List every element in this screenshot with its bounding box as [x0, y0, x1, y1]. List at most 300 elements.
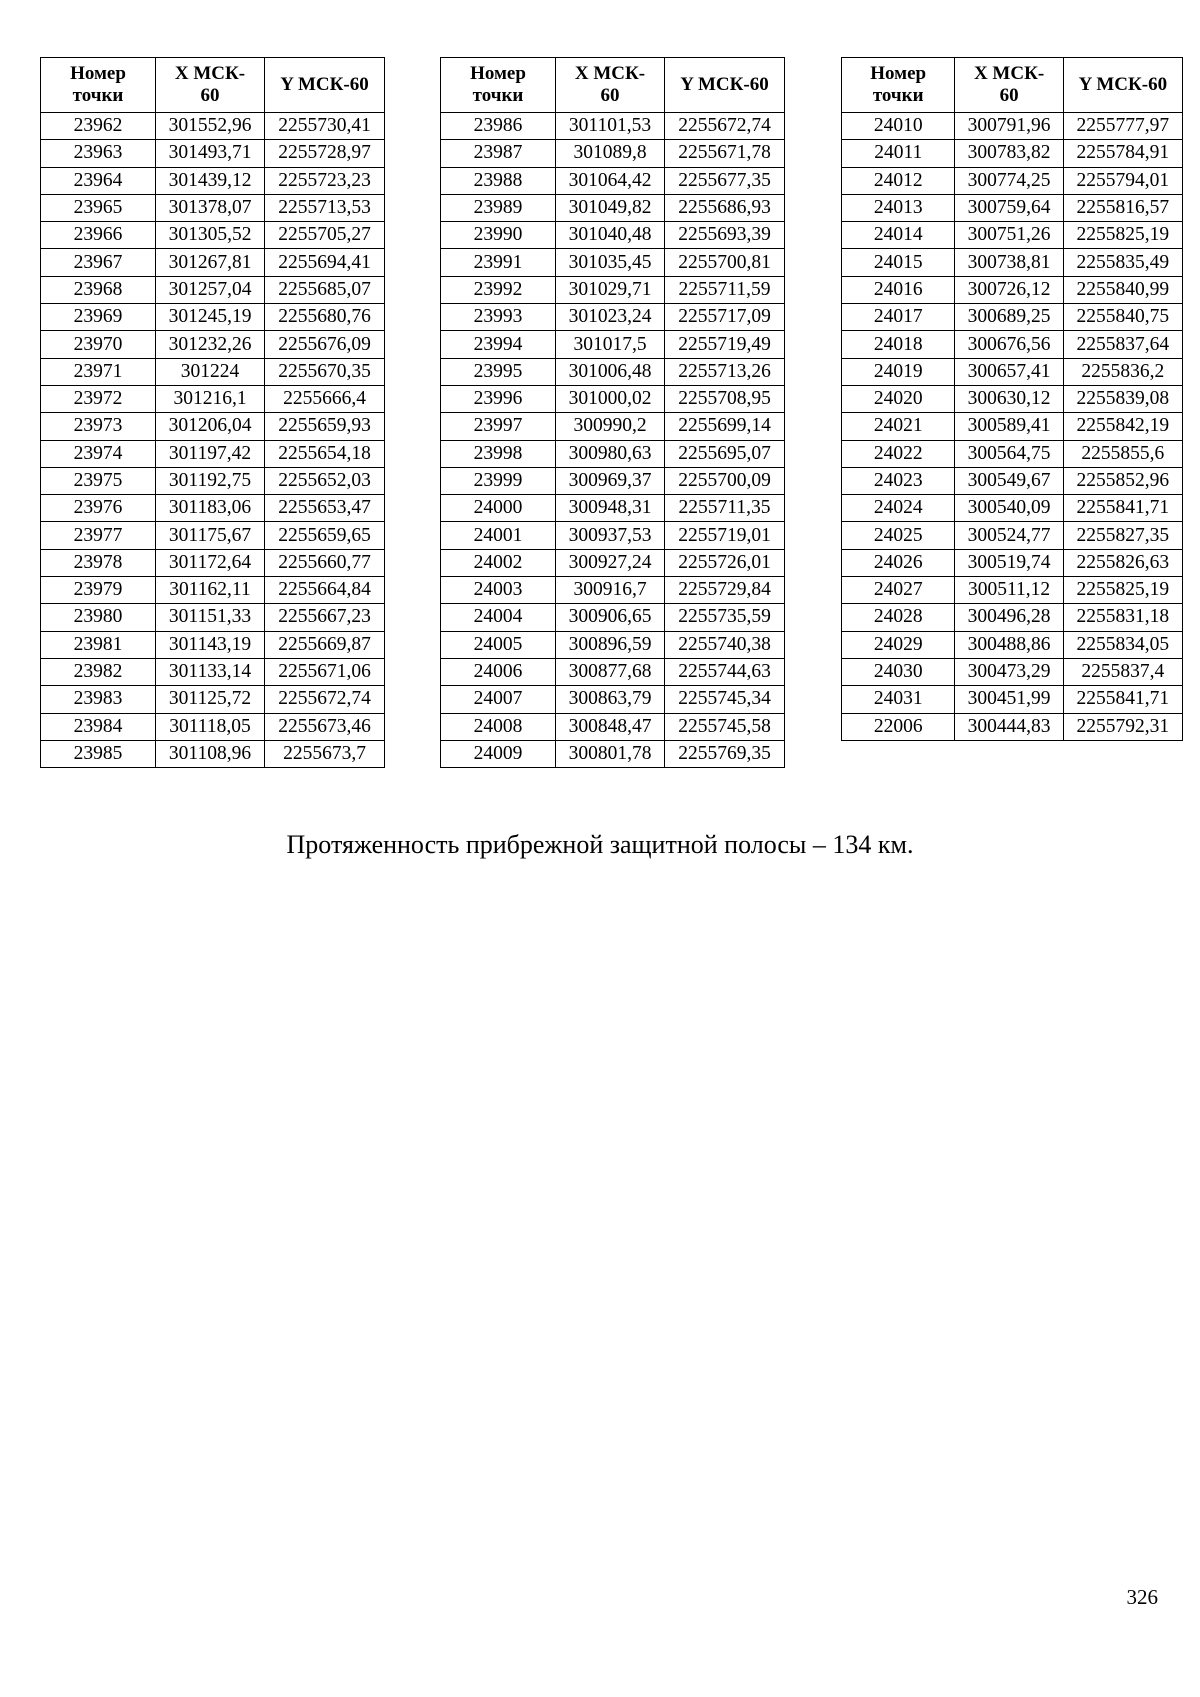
table-row: [41, 304, 385, 331]
point-number-cell: 24020: [842, 385, 955, 412]
x-coordinate-cell: 300980,63: [556, 440, 665, 467]
point-number-cell: 24019: [842, 358, 955, 385]
table-row: [441, 304, 785, 331]
x-msk60-header: X МСК- 60: [955, 58, 1063, 113]
point-number-cell: 23976: [41, 495, 156, 522]
y-coordinate-cell: 2255837,64: [1063, 331, 1182, 358]
x-coordinate-cell: 300751,26: [955, 222, 1063, 249]
point-number-cell: 23983: [41, 686, 156, 713]
table-row: [41, 440, 385, 467]
point-number-cell: 23977: [41, 522, 156, 549]
y-coordinate-cell: 2255837,4: [1063, 658, 1182, 685]
y-coordinate-cell: 2255777,97: [1063, 113, 1182, 140]
table-row: [41, 358, 385, 385]
x-coordinate-cell: 300774,25: [955, 167, 1063, 194]
table-row: [441, 385, 785, 412]
x-coordinate-cell: 300801,78: [556, 740, 665, 767]
y-coordinate-cell: 2255735,59: [665, 604, 785, 631]
y-coordinate-cell: 2255693,39: [665, 222, 785, 249]
x-coordinate-cell: 301023,24: [556, 304, 665, 331]
table-row: [41, 249, 385, 276]
x-coordinate-cell: 300511,12: [955, 577, 1063, 604]
y-coordinate-cell: 2255841,71: [1063, 686, 1182, 713]
x-coordinate-cell: 300937,53: [556, 522, 665, 549]
y-coordinate-cell: 2255699,14: [665, 413, 785, 440]
table-row: [441, 495, 785, 522]
table-row: [441, 658, 785, 685]
table-row: [41, 549, 385, 576]
x-coordinate-cell: 301064,42: [556, 167, 665, 194]
x-coordinate-cell: 300496,28: [955, 604, 1063, 631]
table-row: [842, 495, 1183, 522]
point-number-cell: 23990: [441, 222, 556, 249]
y-coordinate-cell: 2255708,95: [665, 385, 785, 412]
point-number-cell: 23974: [41, 440, 156, 467]
point-number-cell: 24029: [842, 631, 955, 658]
point-number-cell: 23992: [441, 276, 556, 303]
y-coordinate-cell: 2255825,19: [1063, 222, 1182, 249]
x-coordinate-cell: 300451,99: [955, 686, 1063, 713]
table-row: [441, 167, 785, 194]
x-coordinate-cell: 301232,26: [156, 331, 265, 358]
x-coordinate-cell: 301175,67: [156, 522, 265, 549]
y-coordinate-cell: 2255840,99: [1063, 276, 1182, 303]
y-coordinate-cell: 2255711,35: [665, 495, 785, 522]
y-coordinate-cell: 2255686,93: [665, 194, 785, 221]
y-coordinate-cell: 2255700,81: [665, 249, 785, 276]
x-coordinate-cell: 301118,05: [156, 713, 265, 740]
table-row: [842, 167, 1183, 194]
table-row: [842, 522, 1183, 549]
y-coordinate-cell: 2255711,59: [665, 276, 785, 303]
x-coordinate-cell: 301245,19: [156, 304, 265, 331]
y-coordinate-cell: 2255652,03: [265, 467, 385, 494]
point-number-cell: 24018: [842, 331, 955, 358]
table-row: [842, 577, 1183, 604]
coordinates-tables: [40, 57, 1183, 777]
coordinates-table-3: [841, 57, 1183, 741]
table-row: [842, 467, 1183, 494]
table-row: [842, 304, 1183, 331]
x-coordinate-cell: 301101,53: [556, 113, 665, 140]
x-coordinate-cell: 301133,14: [156, 658, 265, 685]
y-coordinate-cell: 2255769,35: [665, 740, 785, 767]
y-coordinate-cell: 2255794,01: [1063, 167, 1182, 194]
point-number-cell: 24009: [441, 740, 556, 767]
table-row: [441, 631, 785, 658]
x-coordinate-cell: 300916,7: [556, 577, 665, 604]
x-coordinate-cell: 300783,82: [955, 140, 1063, 167]
point-number-cell: 24025: [842, 522, 955, 549]
x-coordinate-cell: 301197,42: [156, 440, 265, 467]
point-number-header: Номер точки: [842, 58, 955, 113]
x-coordinate-cell: 300589,41: [955, 413, 1063, 440]
y-coordinate-cell: 2255672,74: [265, 686, 385, 713]
table-row: [441, 467, 785, 494]
table-row: [441, 440, 785, 467]
table-row: [842, 413, 1183, 440]
table-row: [842, 658, 1183, 685]
x-coordinate-cell: 300877,68: [556, 658, 665, 685]
y-coordinate-cell: 2255654,18: [265, 440, 385, 467]
y-coordinate-cell: 2255673,7: [265, 740, 385, 767]
x-coordinate-cell: 300738,81: [955, 249, 1063, 276]
x-coordinate-cell: 300726,12: [955, 276, 1063, 303]
x-coordinate-cell: 300524,77: [955, 522, 1063, 549]
table-row: [842, 249, 1183, 276]
x-coordinate-cell: 300540,09: [955, 495, 1063, 522]
table-row: [41, 413, 385, 440]
point-number-cell: 23975: [41, 467, 156, 494]
table-row: [441, 413, 785, 440]
x-coordinate-cell: 300990,2: [556, 413, 665, 440]
table-row: [41, 331, 385, 358]
table-row: [441, 686, 785, 713]
point-number-cell: 24014: [842, 222, 955, 249]
point-number-cell: 23971: [41, 358, 156, 385]
table-row: [842, 113, 1183, 140]
table-row: [441, 713, 785, 740]
y-coordinate-cell: 2255659,93: [265, 413, 385, 440]
x-coordinate-cell: 300948,31: [556, 495, 665, 522]
y-coordinate-cell: 2255717,09: [665, 304, 785, 331]
point-number-cell: 23986: [441, 113, 556, 140]
table-row: [842, 385, 1183, 412]
y-coordinate-cell: 2255729,84: [665, 577, 785, 604]
y-coordinate-cell: 2255719,01: [665, 522, 785, 549]
point-number-cell: 23984: [41, 713, 156, 740]
x-coordinate-cell: 300863,79: [556, 686, 665, 713]
y-coordinate-cell: 2255672,74: [665, 113, 785, 140]
x-coordinate-cell: 301049,82: [556, 194, 665, 221]
point-number-cell: 23969: [41, 304, 156, 331]
table-row: [441, 549, 785, 576]
point-number-cell: 23988: [441, 167, 556, 194]
table-row: [441, 522, 785, 549]
table-row: [441, 276, 785, 303]
point-number-cell: 23993: [441, 304, 556, 331]
point-number-cell: 23994: [441, 331, 556, 358]
point-number-cell: 24000: [441, 495, 556, 522]
x-coordinate-cell: 301183,06: [156, 495, 265, 522]
x-coordinate-cell: 300488,86: [955, 631, 1063, 658]
y-coordinate-cell: 2255842,19: [1063, 413, 1182, 440]
y-coordinate-cell: 2255694,41: [265, 249, 385, 276]
point-number-cell: 24003: [441, 577, 556, 604]
y-coordinate-cell: 2255740,38: [665, 631, 785, 658]
table-header-row: [441, 58, 785, 113]
x-coordinate-cell: 301378,07: [156, 194, 265, 221]
y-coordinate-cell: 2255730,41: [265, 113, 385, 140]
point-number-cell: 24005: [441, 631, 556, 658]
y-coordinate-cell: 2255840,75: [1063, 304, 1182, 331]
point-number-cell: 24023: [842, 467, 955, 494]
point-number-cell: 24001: [441, 522, 556, 549]
table-row: [41, 222, 385, 249]
x-coordinate-cell: 301040,48: [556, 222, 665, 249]
table-row: [41, 604, 385, 631]
y-coordinate-cell: 2255836,2: [1063, 358, 1182, 385]
y-coordinate-cell: 2255719,49: [665, 331, 785, 358]
y-coordinate-cell: 2255728,97: [265, 140, 385, 167]
point-number-cell: 24002: [441, 549, 556, 576]
point-number-cell: 24017: [842, 304, 955, 331]
table-row: [41, 686, 385, 713]
point-number-cell: 24016: [842, 276, 955, 303]
point-number-cell: 24004: [441, 604, 556, 631]
x-coordinate-cell: 301143,19: [156, 631, 265, 658]
y-coordinate-cell: 2255667,23: [265, 604, 385, 631]
point-number-cell: 24008: [441, 713, 556, 740]
table-row: [41, 522, 385, 549]
y-coordinate-cell: 2255670,35: [265, 358, 385, 385]
x-coordinate-cell: 301257,04: [156, 276, 265, 303]
point-number-cell: 23998: [441, 440, 556, 467]
y-coordinate-cell: 2255816,57: [1063, 194, 1182, 221]
table-header-row: [41, 58, 385, 113]
x-coordinate-cell: 301035,45: [556, 249, 665, 276]
y-coordinate-cell: 2255671,06: [265, 658, 385, 685]
y-coordinate-cell: 2255680,76: [265, 304, 385, 331]
x-coordinate-cell: 301552,96: [156, 113, 265, 140]
table-row: [842, 440, 1183, 467]
y-coordinate-cell: 2255705,27: [265, 222, 385, 249]
y-coordinate-cell: 2255713,26: [665, 358, 785, 385]
table-row: [441, 604, 785, 631]
y-coordinate-cell: 2255726,01: [665, 549, 785, 576]
y-coordinate-cell: 2255827,35: [1063, 522, 1182, 549]
x-coordinate-cell: 300848,47: [556, 713, 665, 740]
point-number-cell: 23996: [441, 385, 556, 412]
point-number-cell: 24011: [842, 140, 955, 167]
table-row: [441, 740, 785, 767]
x-coordinate-cell: 301305,52: [156, 222, 265, 249]
x-coordinate-cell: 301439,12: [156, 167, 265, 194]
table-row: [842, 604, 1183, 631]
y-coordinate-cell: 2255792,31: [1063, 713, 1182, 740]
x-coordinate-cell: 301162,11: [156, 577, 265, 604]
table-row: [842, 331, 1183, 358]
y-coordinate-cell: 2255831,18: [1063, 604, 1182, 631]
y-coordinate-cell: 2255852,96: [1063, 467, 1182, 494]
point-number-cell: 23970: [41, 331, 156, 358]
table-row: [441, 358, 785, 385]
table-row: [41, 140, 385, 167]
table-row: [842, 358, 1183, 385]
x-coordinate-cell: 300896,59: [556, 631, 665, 658]
y-coordinate-cell: 2255713,53: [265, 194, 385, 221]
y-coordinate-cell: 2255723,23: [265, 167, 385, 194]
point-number-cell: 24022: [842, 440, 955, 467]
y-coordinate-cell: 2255677,35: [665, 167, 785, 194]
table-row: [441, 331, 785, 358]
point-number-cell: 23981: [41, 631, 156, 658]
table-row: [41, 167, 385, 194]
y-coordinate-cell: 2255745,58: [665, 713, 785, 740]
y-coordinate-cell: 2255676,09: [265, 331, 385, 358]
table-row: [441, 222, 785, 249]
point-number-cell: 23966: [41, 222, 156, 249]
x-coordinate-cell: 301000,02: [556, 385, 665, 412]
y-coordinate-cell: 2255659,65: [265, 522, 385, 549]
table-row: [441, 140, 785, 167]
table-row: [441, 113, 785, 140]
point-number-cell: 23967: [41, 249, 156, 276]
point-number-cell: 23965: [41, 194, 156, 221]
table-row: [41, 740, 385, 767]
x-coordinate-cell: 300519,74: [955, 549, 1063, 576]
y-coordinate-cell: 2255660,77: [265, 549, 385, 576]
y-coordinate-cell: 2255826,63: [1063, 549, 1182, 576]
x-coordinate-cell: 301125,72: [156, 686, 265, 713]
x-coordinate-cell: 300473,29: [955, 658, 1063, 685]
y-coordinate-cell: 2255745,34: [665, 686, 785, 713]
point-number-cell: 24030: [842, 658, 955, 685]
x-coordinate-cell: 301017,5: [556, 331, 665, 358]
table-row: [842, 713, 1183, 740]
point-number-cell: 22006: [842, 713, 955, 740]
point-number-cell: 23995: [441, 358, 556, 385]
table-row: [842, 631, 1183, 658]
x-coordinate-cell: 301267,81: [156, 249, 265, 276]
point-number-cell: 24006: [441, 658, 556, 685]
table-row: [41, 467, 385, 494]
table-row: [842, 549, 1183, 576]
y-coordinate-cell: 2255839,08: [1063, 385, 1182, 412]
point-number-cell: 23999: [441, 467, 556, 494]
x-coordinate-cell: 300676,56: [955, 331, 1063, 358]
x-coordinate-cell: 301206,04: [156, 413, 265, 440]
y-coordinate-cell: 2255744,63: [665, 658, 785, 685]
point-number-cell: 23980: [41, 604, 156, 631]
y-coordinate-cell: 2255664,84: [265, 577, 385, 604]
x-coordinate-cell: 300906,65: [556, 604, 665, 631]
table-header-row: [842, 58, 1183, 113]
x-coordinate-cell: 300549,67: [955, 467, 1063, 494]
x-coordinate-cell: 300564,75: [955, 440, 1063, 467]
y-msk60-header: Y МСК-60: [665, 58, 785, 113]
y-coordinate-cell: 2255700,09: [665, 467, 785, 494]
point-number-cell: 24021: [842, 413, 955, 440]
point-number-cell: 23964: [41, 167, 156, 194]
table-row: [441, 577, 785, 604]
y-coordinate-cell: 2255671,78: [665, 140, 785, 167]
table-row: [842, 194, 1183, 221]
point-number-cell: 23997: [441, 413, 556, 440]
point-number-cell: 23979: [41, 577, 156, 604]
x-msk60-header: X МСК- 60: [156, 58, 265, 113]
table-row: [441, 194, 785, 221]
x-coordinate-cell: 301172,64: [156, 549, 265, 576]
point-number-cell: 23989: [441, 194, 556, 221]
point-number-cell: 24007: [441, 686, 556, 713]
table-row: [41, 631, 385, 658]
x-coordinate-cell: 301151,33: [156, 604, 265, 631]
point-number-cell: 23973: [41, 413, 156, 440]
y-coordinate-cell: 2255695,07: [665, 440, 785, 467]
point-number-cell: 24012: [842, 167, 955, 194]
page-number: 326: [1126, 1585, 1158, 1609]
point-number-cell: 23972: [41, 385, 156, 412]
table-row: [41, 113, 385, 140]
x-coordinate-cell: 301224: [156, 358, 265, 385]
point-number-cell: 24027: [842, 577, 955, 604]
x-coordinate-cell: 300791,96: [955, 113, 1063, 140]
table-row: [41, 385, 385, 412]
table-row: [842, 222, 1183, 249]
y-coordinate-cell: 2255685,07: [265, 276, 385, 303]
y-coordinate-cell: 2255666,4: [265, 385, 385, 412]
table-row: [41, 577, 385, 604]
y-coordinate-cell: 2255653,47: [265, 495, 385, 522]
x-coordinate-cell: 300444,83: [955, 713, 1063, 740]
point-number-cell: 24015: [842, 249, 955, 276]
point-number-cell: 24010: [842, 113, 955, 140]
point-number-cell: 24026: [842, 549, 955, 576]
point-number-cell: 24031: [842, 686, 955, 713]
point-number-cell: 23982: [41, 658, 156, 685]
point-number-cell: 23987: [441, 140, 556, 167]
table-row: [41, 658, 385, 685]
x-coordinate-cell: 300927,24: [556, 549, 665, 576]
point-number-cell: 24028: [842, 604, 955, 631]
point-number-cell: 24024: [842, 495, 955, 522]
point-number-cell: 23963: [41, 140, 156, 167]
x-coordinate-cell: 301006,48: [556, 358, 665, 385]
y-coordinate-cell: 2255855,6: [1063, 440, 1182, 467]
x-coordinate-cell: 300759,64: [955, 194, 1063, 221]
y-coordinate-cell: 2255825,19: [1063, 577, 1182, 604]
point-number-header: Номер точки: [41, 58, 156, 113]
x-coordinate-cell: 301493,71: [156, 140, 265, 167]
y-coordinate-cell: 2255784,91: [1063, 140, 1182, 167]
point-number-cell: 23962: [41, 113, 156, 140]
coordinates-table-2: [440, 57, 785, 768]
y-coordinate-cell: 2255835,49: [1063, 249, 1182, 276]
x-coordinate-cell: 300689,25: [955, 304, 1063, 331]
table-row: [41, 713, 385, 740]
y-msk60-header: Y МСК-60: [265, 58, 385, 113]
x-coordinate-cell: 301192,75: [156, 467, 265, 494]
point-number-cell: 23978: [41, 549, 156, 576]
table-row: [41, 276, 385, 303]
shore-strip-length-note: Протяженность прибрежной защитной полосы – 134 км.: [286, 830, 914, 859]
table-row: [41, 194, 385, 221]
x-coordinate-cell: 300969,37: [556, 467, 665, 494]
x-coordinate-cell: 301216,1: [156, 385, 265, 412]
y-coordinate-cell: 2255673,46: [265, 713, 385, 740]
coordinates-table-1: [40, 57, 385, 768]
x-coordinate-cell: 301029,71: [556, 276, 665, 303]
y-coordinate-cell: 2255834,05: [1063, 631, 1182, 658]
table-row: [441, 249, 785, 276]
point-number-cell: 23968: [41, 276, 156, 303]
point-number-cell: 24013: [842, 194, 955, 221]
point-number-header: Номер точки: [441, 58, 556, 113]
point-number-cell: 23991: [441, 249, 556, 276]
x-msk60-header: X МСК- 60: [556, 58, 665, 113]
x-coordinate-cell: 301089,8: [556, 140, 665, 167]
table-row: [842, 276, 1183, 303]
x-coordinate-cell: 300630,12: [955, 385, 1063, 412]
x-coordinate-cell: 300657,41: [955, 358, 1063, 385]
table-row: [842, 140, 1183, 167]
table-row: [41, 495, 385, 522]
y-msk60-header: Y МСК-60: [1063, 58, 1182, 113]
y-coordinate-cell: 2255841,71: [1063, 495, 1182, 522]
point-number-cell: 23985: [41, 740, 156, 767]
y-coordinate-cell: 2255669,87: [265, 631, 385, 658]
